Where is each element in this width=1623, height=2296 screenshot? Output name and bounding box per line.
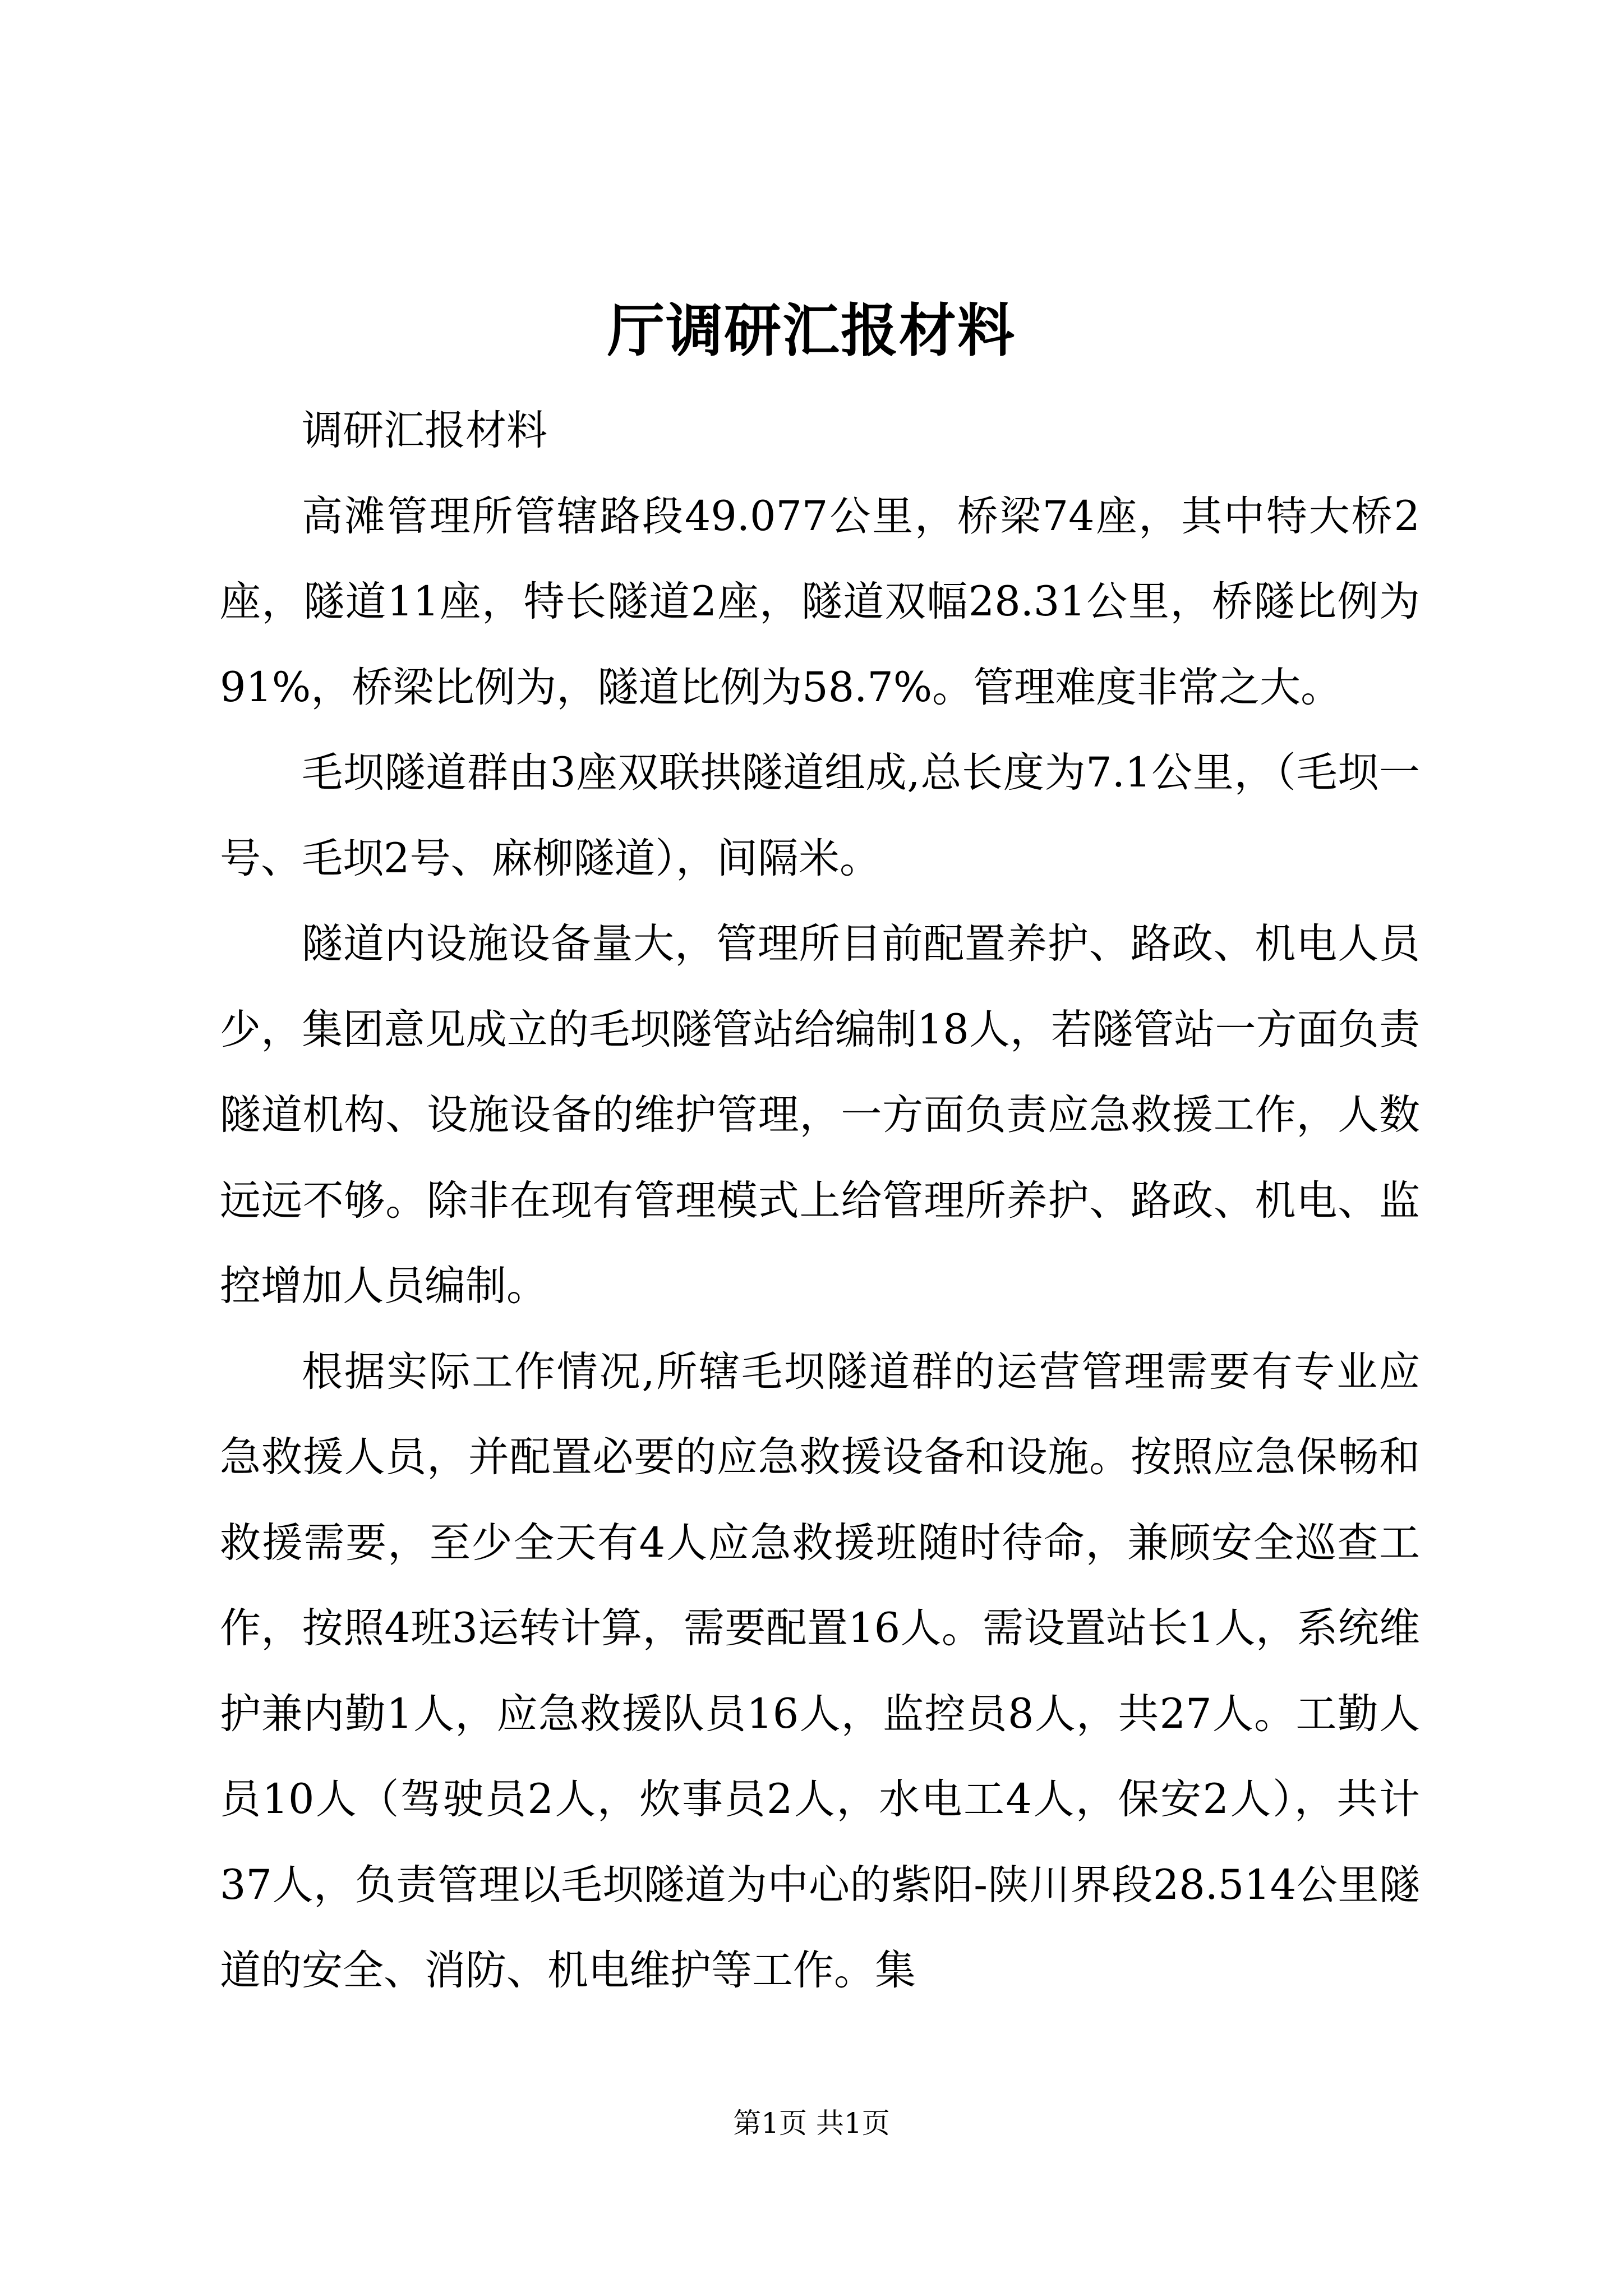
paragraph-tunnel-group: 毛坝隧道群由3座双联拱隧道组成,总长度为7.1公里，（毛坝一号、毛坝2号、麻柳隧道），间隔米。 (220, 749, 1420, 882)
paragraph-overview: 高滩管理所管辖路段49.077公里，桥梁74座，其中特大桥2座，隧道11座，特长隧道2座，隧道双幅28.31公里，桥隧比例为91%，桥梁比例为，隧道比例为58.7%。管理难度非常之大。 (220, 492, 1420, 711)
paragraph-subtitle: 调研汇报材料 (302, 407, 547, 454)
document-body (220, 388, 1420, 2014)
page-footer: 第1页 共1页 (733, 2107, 890, 2139)
paragraph-staffing-issue: 隧道内设施设备量大，管理所目前配置养护、路政、机电人员少，集团意见成立的毛坝隧管站给编制18人，若隧管站一方面负责隧道机构、设施设备的维护管理，一方面负责应急救援工作，人数远远不够。除非在现有管理模式上给管理所养护、路政、机电、监控增加人员编制。 (220, 920, 1420, 1310)
paragraph-staffing-plan: 根据实际工作情况,所辖毛坝隧道群的运营管理需要有专业应急救援人员，并配置必要的应急救援设备和设施。按照应急保畅和救援需要，至少全天有4人应急救援班随时待命，兼顾安全巡查工作，按照4班3运转计算，需要配置16人。需设置站长1人，系统维护兼内勤1人，应急救援队员16人，监控员8人，共27人。工勤人员10人（驾驶员2人，炊事员2人，水电工4人，保安2人），共计37人，负责管理以毛坝隧道为中心的紫阳-陕川界段28.514公里隧道的安全、消防、机电维护等工作。集 (220, 1347, 1420, 1994)
document-title: 厅调研汇报材料 (607, 297, 1016, 365)
